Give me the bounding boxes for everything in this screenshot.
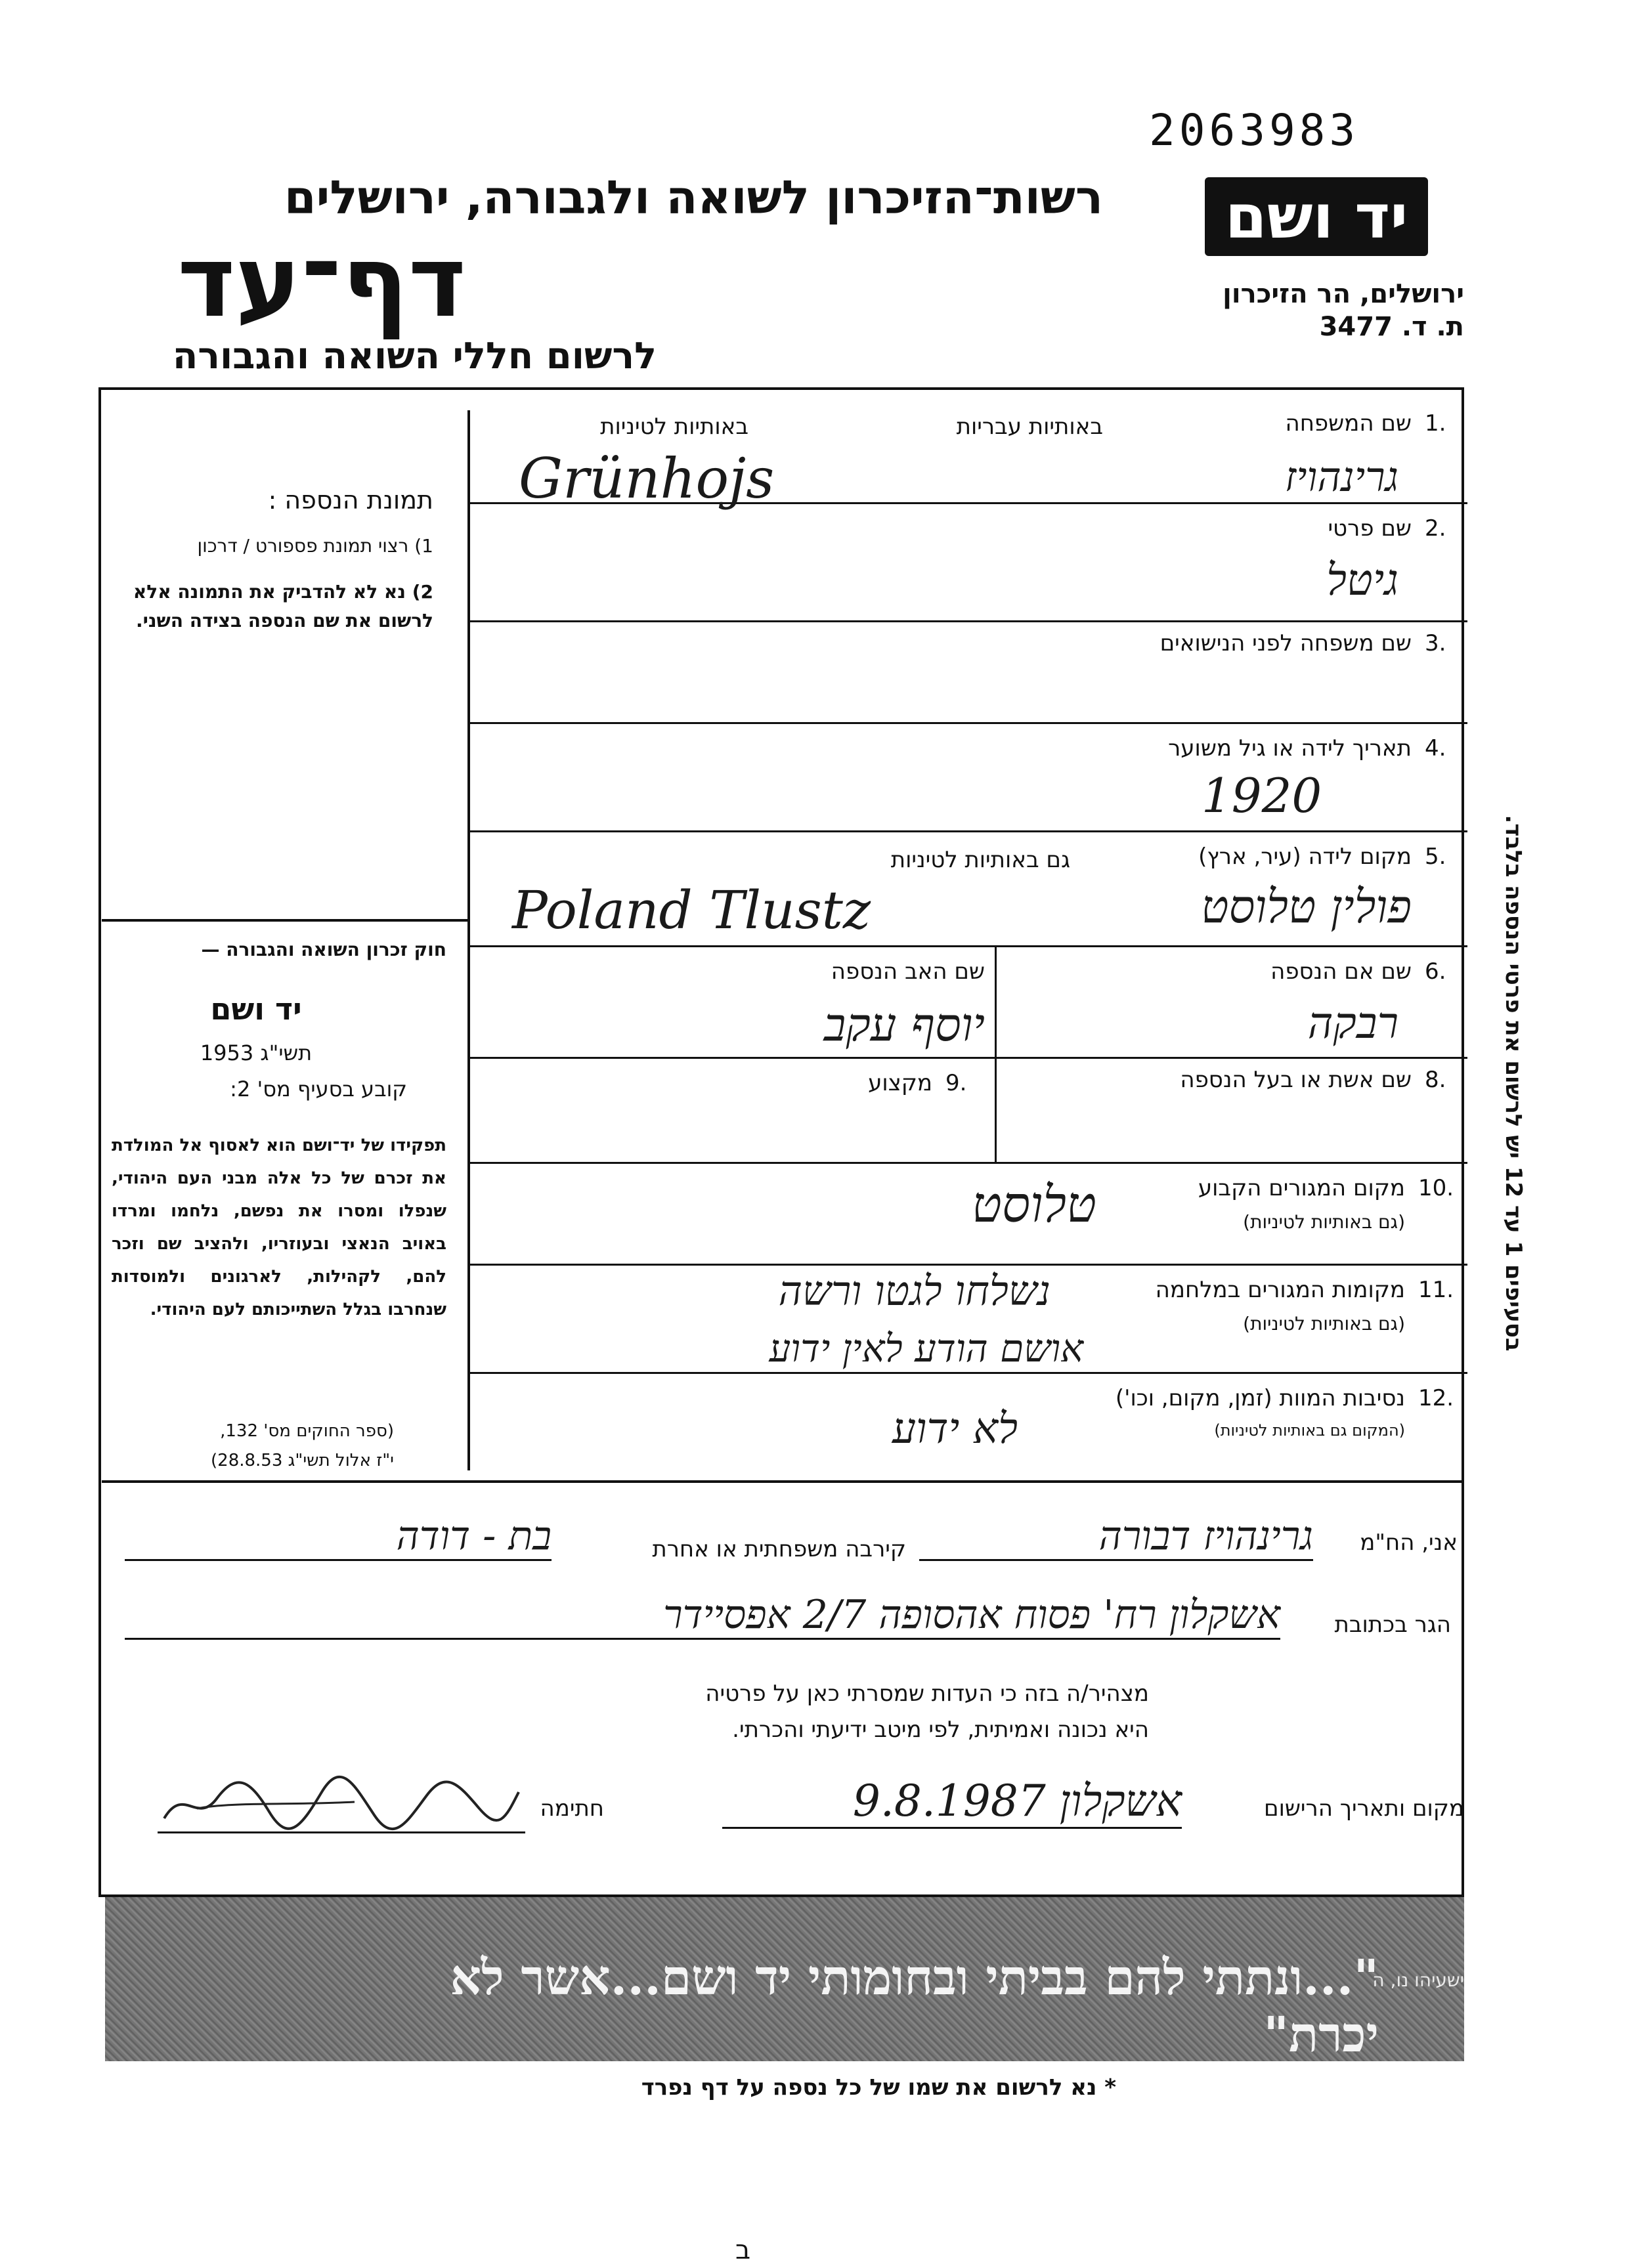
field-line-4 <box>469 830 1467 832</box>
place-date-label: מקום ותאריך הרישום <box>1264 1795 1464 1822</box>
field-8-number: 8. <box>1425 1067 1446 1093</box>
signature-label: חתימה <box>540 1795 604 1822</box>
field-11-label: מקומות המגורים במלחמה <box>1155 1277 1405 1303</box>
footer-note: * נא לרשום את שמו של כל נספה על דף נפרד <box>641 2074 1116 2101</box>
field-1-hebrew-col: באותיות עבריות <box>956 414 1103 440</box>
field-10-label: מקום המגורים הקבוע <box>1198 1175 1405 1201</box>
field-line-6 <box>469 1057 1467 1059</box>
declarant-value[interactable]: גרינהויז דבורה <box>919 1513 1313 1561</box>
field-6-value[interactable]: רבקה <box>1307 998 1398 1048</box>
field-3-number: 3. <box>1425 630 1446 656</box>
form-title: דף־עד <box>177 225 466 339</box>
field-line-9 <box>469 1372 1467 1374</box>
banner-quote: "...ונתתי להם בביתי ובחומותי יד ושם...אשר לא יכרת" <box>450 1950 1379 2063</box>
field-6-number: 6. <box>1425 958 1446 985</box>
field-5-value-latin[interactable]: Poland Tlustz <box>512 880 871 941</box>
law-body: תפקידו של יד־ושם הוא לאסוף אל המולדת את זכרם של כל אלה מבני העם היהודי, שנפלו ומסרו את נפשם, נלחמו ומרדו באויב הנאצי ובעוזריו, ולהציב שם וזכר להם, לקהילות, לארגונים ולמוסדות שנחרבו בגלל השתייכותם לעם היהודי. <box>112 1136 446 1319</box>
place-date-value[interactable]: אשקלון 9.8.1987 <box>722 1776 1182 1829</box>
relation-value[interactable]: בת - דודה <box>125 1513 552 1561</box>
field-line-7 <box>469 1162 1467 1164</box>
field-11-value-line-1[interactable]: נשלחו לגטו ורשה <box>778 1267 1051 1315</box>
law-clause: קובע בסעיף מס' 2: <box>230 1077 407 1102</box>
field-line-2 <box>469 620 1467 622</box>
photo-note-2: 2) נא לא להדביק את התמונה אלא לרשום את שם הנספה בצידה השני. <box>133 581 433 631</box>
photo-note-1: 1) רצוי תמונת פספורט / דרכון <box>197 535 433 557</box>
field-5-latin-note: גם באותיות לטיניות <box>890 847 1070 873</box>
law-name: יד ושם <box>210 991 302 1027</box>
yad-vashem-logo <box>1205 177 1428 256</box>
field-line-8 <box>469 1264 1467 1266</box>
field-9-number: 9. <box>945 1070 967 1096</box>
father-value[interactable]: יוסף עקב <box>823 998 985 1052</box>
page-mark: ב <box>735 2235 751 2265</box>
law-heading: חוק זכרון השואה והגבורה — <box>201 939 446 960</box>
law-citation-2: י"ז אלול תשי"ג 28.8.53) <box>211 1451 394 1470</box>
field-12-latin-note: (המקום גם באותיות לטיניות) <box>1214 1421 1405 1440</box>
law-year: תשי"ג 1953 <box>200 1040 313 1065</box>
address-value[interactable]: אשקלון רח' פסוח אהסופה 2/7 אפסיידר <box>125 1592 1280 1640</box>
column-divider <box>467 410 470 1470</box>
field-line-5 <box>469 945 1467 947</box>
field-line-3 <box>469 722 1467 724</box>
photo-box-title: תמונת הנספה : <box>268 486 433 515</box>
field-1-value-latin[interactable]: Grünhojs <box>519 446 775 511</box>
law-citation-1: (ספר החוקים מס' 132, <box>220 1421 394 1441</box>
field-8-label: שם אשת או בעל הנספה <box>1180 1067 1412 1093</box>
statement-line-2: היא נכונה ואמיתית, לפי מיטב ידיעתי והכרתי. <box>732 1717 1149 1743</box>
serial-number: 2063983 <box>1149 105 1360 156</box>
form-subtitle: לרשום חללי השואה והגבורה <box>172 335 657 377</box>
field-2-value[interactable]: גיטל <box>1326 555 1398 605</box>
logo-address-2: ת. ד. 3477 <box>1319 312 1464 342</box>
field-11-latin-note: (גם באותיות לטיניות) <box>1243 1313 1405 1335</box>
field-1-number: 1. <box>1425 410 1446 437</box>
statement-line-1: מצהיר/ה בזה כי העדות שמסרתי כאן על פרטיה <box>705 1680 1149 1707</box>
field-5-label: מקום לידה (עיר, ארץ) <box>1198 844 1412 870</box>
authority-title: רשות־הזיכרון לשואה ולגבורה, ירושלים <box>284 171 1103 225</box>
field-11-number: 11. <box>1418 1277 1454 1303</box>
field-4-value[interactable]: 1920 <box>1202 768 1322 823</box>
field-1-latin-col: באותיות לטיניות <box>600 414 748 440</box>
field-4-number: 4. <box>1425 735 1446 761</box>
field-4-label: תאריך לידה או גיל משוער <box>1168 735 1412 761</box>
field-5-number: 5. <box>1425 844 1446 870</box>
logo-text: יד ושם <box>1224 181 1408 252</box>
field-9-label: מקצוע <box>868 1070 932 1096</box>
side-note-text: בסעיפים 1 עד 12 יש לרשום את פרטי הנספה בלבד. <box>1500 815 1527 1352</box>
field-10-value[interactable]: טלוסט <box>971 1175 1096 1233</box>
relation-label: קירבה משפחתית או אחרת <box>652 1536 906 1562</box>
field-1-value-hebrew[interactable]: גרינהויז <box>1284 453 1398 501</box>
field-1-label: שם המשפחה <box>1285 410 1412 437</box>
field-6-label: שם אם הנספה <box>1270 958 1412 985</box>
field-10-number: 10. <box>1418 1175 1454 1201</box>
signature-drawing <box>158 1772 525 1831</box>
field-2-number: 2. <box>1425 515 1446 542</box>
address-label: הגר בכתובת <box>1334 1612 1451 1638</box>
field-split-6-8 <box>995 945 997 1162</box>
logo-address-1: ירושלים, הר הזיכרון <box>1223 279 1464 309</box>
declarant-label: אני, הח"מ <box>1360 1530 1458 1556</box>
field-12-number: 12. <box>1418 1385 1454 1411</box>
field-3-label: שם משפחה לפני הנישואים <box>1159 630 1412 656</box>
field-2-label: שם פרטי <box>1328 515 1412 542</box>
field-line-10 <box>102 1480 1464 1483</box>
quote-banner <box>105 1897 1464 2061</box>
field-12-value[interactable]: לא ידוע <box>892 1405 1018 1453</box>
field-10-latin-note: (גם באותיות לטיניות) <box>1243 1211 1405 1233</box>
signature-scribble[interactable] <box>158 1772 525 1833</box>
banner-source: ישעיהו נו, ה <box>1372 1969 1464 1991</box>
field-5-value-hebrew[interactable]: פולין טלוסט <box>1201 880 1412 933</box>
field-12-label: נסיבות המוות (זמן, מקום, וכו') <box>1115 1385 1405 1411</box>
field-11-value-line-2[interactable]: אושם הודע לאין ידוע <box>769 1326 1083 1371</box>
father-label: שם האב הנספה <box>831 958 985 985</box>
photo-law-divider <box>102 919 469 922</box>
